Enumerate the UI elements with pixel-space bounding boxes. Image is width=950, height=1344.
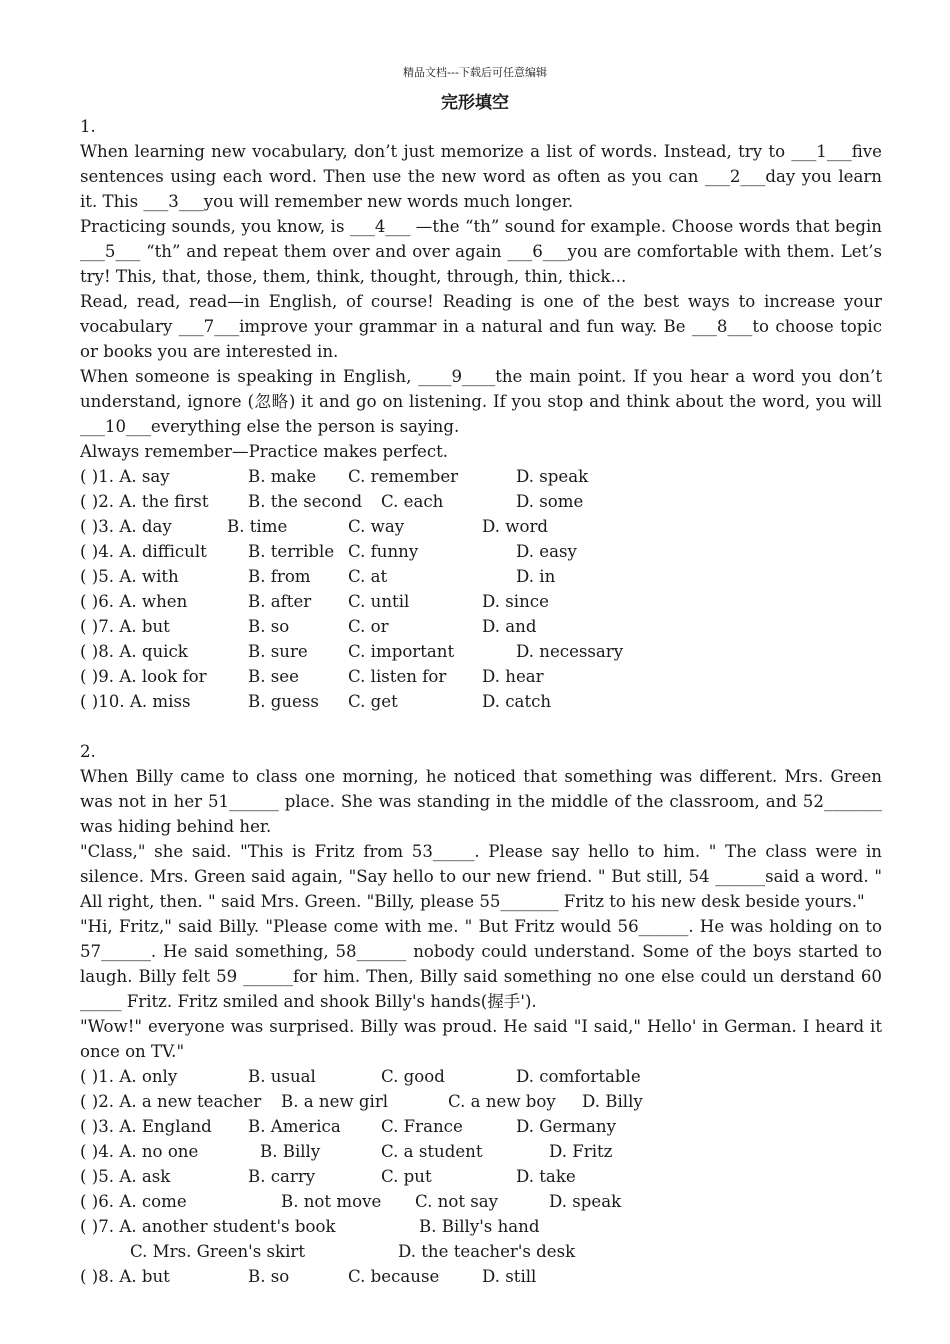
question-option-a: ( )9. A. look for — [80, 667, 207, 686]
question-row — [80, 1164, 882, 1189]
option-d: D. speak — [549, 1192, 622, 1211]
question-row — [80, 639, 882, 664]
option-c: C. important — [348, 642, 455, 661]
passage-paragraph: Practicing sounds, you know, is ___4___ —the “th” sound for example. Choose words that begin ___5___ “th” and repeat them over and over again ___6___you are comfortable with them. Let’s try! This, that, those, them, think, thought, through, thin, thick... — [80, 217, 882, 286]
question-option-a: ( )10. A. miss — [80, 692, 191, 711]
option-d: D. in — [516, 567, 556, 586]
passage-paragraph: "Class," she said. "This is Fritz from 53_____. Please say hello to him. " The class were in silence. Mrs. Green said again, "Say hello to our new friend. " But still, 54 ______said a word. " All right, then. " said Mrs. Green. "Billy, please 55_______ Fritz to his new desk beside yours." — [80, 842, 882, 911]
option-d: D. comfortable — [516, 1067, 641, 1086]
section-2 — [80, 739, 882, 1289]
option-d: D. speak — [516, 467, 589, 486]
question-option-a: ( )5. A. with — [80, 567, 179, 586]
option-b: B. carry — [248, 1167, 316, 1186]
question-row-continued — [80, 1239, 882, 1264]
question-option-a: ( )2. A. a new teacher — [80, 1092, 262, 1111]
option-c: C. get — [348, 692, 398, 711]
question-row — [80, 1089, 882, 1114]
page-header: 精品文档---下载后可任意编辑 — [403, 66, 547, 79]
question-option-a: ( )1. A. say — [80, 467, 170, 486]
option-d: D. and — [482, 617, 537, 636]
option-b: B. usual — [248, 1067, 316, 1086]
question-option-a: ( )8. A. quick — [80, 642, 188, 661]
option-b: B. sure — [248, 642, 308, 661]
passage-paragraph: "Wow!" everyone was surprised. Billy was proud. He said "I said," Hello' in German. I heard it once on TV." — [80, 1017, 882, 1061]
option-c: C. or — [348, 617, 389, 636]
option-d: D. hear — [482, 667, 544, 686]
question-option-a: ( )5. A. ask — [80, 1167, 171, 1186]
option-c: C. remember — [348, 467, 459, 486]
option-b: B. Billy — [260, 1142, 321, 1161]
option-b: B. so — [248, 1267, 290, 1286]
question-row — [80, 464, 882, 489]
option-b: B. time — [227, 517, 288, 536]
option-b: B. the second — [248, 492, 363, 511]
question-option-a: ( )1. A. only — [80, 1067, 178, 1086]
question-row — [80, 664, 882, 689]
section-number: 2. — [80, 742, 96, 761]
question-option-a: ( )8. A. but — [80, 1267, 170, 1286]
option-d: D. Germany — [516, 1117, 616, 1136]
passage-paragraph: When someone is speaking in English, ____9____the main point. If you hear a word you don’t understand, ignore (忽略) it and go on listening. If you stop and think about the word, you will ___10___everything else the person is saying. — [80, 367, 882, 436]
passage-paragraph: "Hi, Fritz," said Billy. "Please come with me. " But Fritz would 56______. He was holding on to 57______. He said something, 58______ nobody could understand. Some of the boys started to laugh. Billy felt 59 ______for him. Then, Billy said something no one else could un derstand 60 _____ Fritz. Fritz smiled and shook Billy's hands(握手'). — [80, 917, 882, 1011]
option-d: D. some — [516, 492, 584, 511]
question-row — [80, 1064, 882, 1089]
option-c: C. Mrs. Green's skirt — [130, 1242, 305, 1261]
option-c: C. at — [348, 567, 388, 586]
option-c: C. good — [381, 1067, 445, 1086]
question-row — [80, 614, 882, 639]
page-title: 完形填空 — [441, 93, 509, 113]
option-d: D. the teacher's desk — [398, 1242, 576, 1261]
section-spacer — [80, 714, 882, 739]
option-c: C. France — [381, 1117, 463, 1136]
option-d: D. necessary — [516, 642, 624, 661]
option-b: B. so — [248, 617, 290, 636]
question-row — [80, 1139, 882, 1164]
question-row — [80, 564, 882, 589]
option-b: B. Billy's hand — [419, 1217, 540, 1236]
question-row — [80, 1264, 882, 1289]
option-d: D. Fritz — [549, 1142, 613, 1161]
option-b: B. terrible — [248, 542, 335, 561]
question-option-a: ( )4. A. no one — [80, 1142, 199, 1161]
question-option-a: ( )7. A. but — [80, 617, 170, 636]
option-c: C. not say — [415, 1192, 499, 1211]
question-row — [80, 489, 882, 514]
question-row — [80, 1214, 882, 1239]
option-b: B. a new girl — [281, 1092, 389, 1111]
option-c: C. because — [348, 1267, 440, 1286]
option-c: C. put — [381, 1167, 432, 1186]
question-row — [80, 689, 882, 714]
section-1 — [80, 114, 882, 714]
question-row — [80, 589, 882, 614]
question-row — [80, 1189, 882, 1214]
option-c: C. way — [348, 517, 405, 536]
option-c: C. a new boy — [448, 1092, 556, 1111]
section-number: 1. — [80, 117, 96, 136]
question-option-a: ( )6. A. when — [80, 592, 188, 611]
question-option-a: ( )3. A. day — [80, 517, 172, 536]
option-b: B. make — [248, 467, 317, 486]
passage-paragraph: Always remember—Practice makes perfect. — [80, 442, 449, 461]
option-d: D. since — [482, 592, 549, 611]
option-b: B. after — [248, 592, 312, 611]
option-b: B. from — [248, 567, 311, 586]
question-option-a: ( )4. A. difficult — [80, 542, 207, 561]
option-d: D. word — [482, 517, 549, 536]
question-row — [80, 1114, 882, 1139]
question-row — [80, 514, 882, 539]
option-b: B. America — [248, 1117, 341, 1136]
passage-paragraph: When Billy came to class one morning, he noticed that something was different. Mrs. Green was not in her 51______ place. She was standing in the middle of the classroom, and 52_______ was hiding behind her. — [80, 767, 882, 836]
option-b: B. see — [248, 667, 299, 686]
option-c: C. a student — [381, 1142, 483, 1161]
option-d: D. still — [482, 1267, 537, 1286]
option-d: D. catch — [482, 692, 552, 711]
option-c: C. listen for — [348, 667, 447, 686]
option-b: B. guess — [248, 692, 319, 711]
option-c: C. funny — [348, 542, 419, 561]
option-d: D. Billy — [582, 1092, 643, 1111]
option-d: D. take — [516, 1167, 576, 1186]
question-option-a: ( )3. A. England — [80, 1117, 212, 1136]
document-body — [80, 114, 882, 1289]
question-row — [80, 539, 882, 564]
question-option-a: ( )7. A. another student's book — [80, 1217, 336, 1236]
option-b: B. not move — [281, 1192, 382, 1211]
question-option-a: ( )6. A. come — [80, 1192, 187, 1211]
passage-paragraph: When learning new vocabulary, don’t just memorize a list of words. Instead, try to ___1___five sentences using each word. Then use the new word as often as you can ___2___day you learn it. This ___3___you will remember new words much longer. — [80, 142, 882, 211]
option-c: C. until — [348, 592, 410, 611]
option-d: D. easy — [516, 542, 577, 561]
option-c: C. each — [381, 492, 444, 511]
question-option-a: ( )2. A. the first — [80, 492, 209, 511]
passage-paragraph: Read, read, read—in English, of course! Reading is one of the best ways to increase your vocabulary ___7___improve your grammar in a natural and fun way. Be ___8___to choose topic or books you are interested in. — [80, 292, 882, 361]
